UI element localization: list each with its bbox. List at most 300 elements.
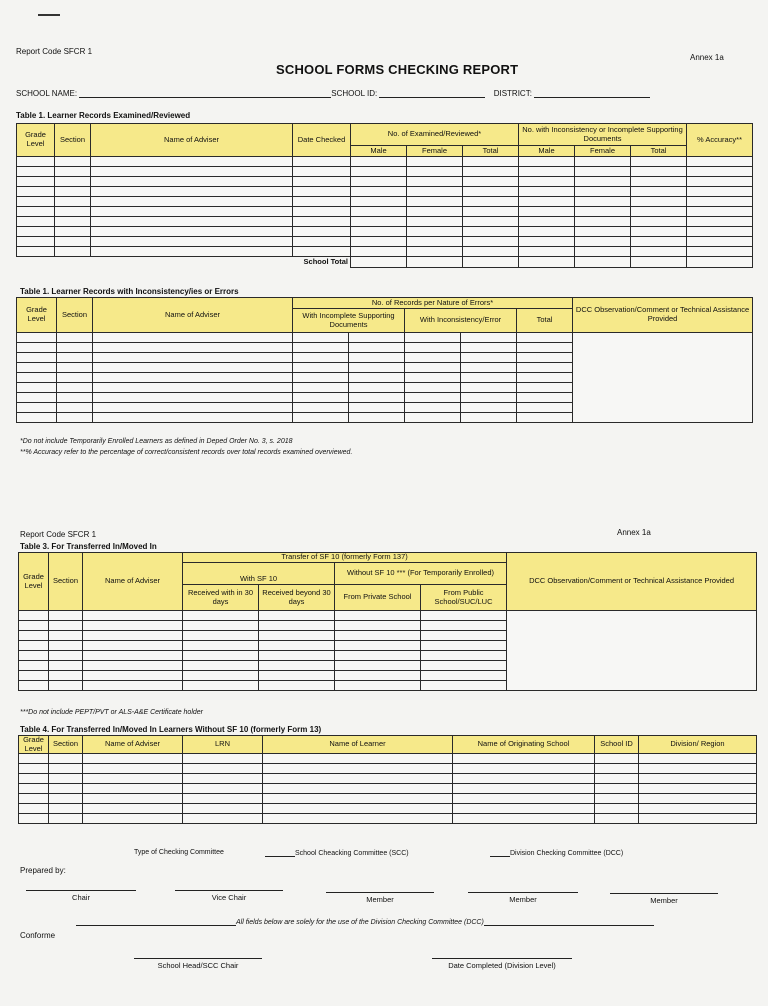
table-cell[interactable] xyxy=(639,764,757,774)
table-cell[interactable] xyxy=(17,383,57,393)
table-cell[interactable] xyxy=(639,774,757,784)
school-id-field[interactable] xyxy=(379,88,485,98)
vice-chair-signature[interactable]: Vice Chair xyxy=(175,890,283,902)
table-cell[interactable] xyxy=(453,794,595,804)
table-cell[interactable] xyxy=(19,631,49,641)
dcc-checkbox-line[interactable] xyxy=(490,849,510,857)
table-cell[interactable] xyxy=(183,754,263,764)
table-cell[interactable] xyxy=(687,227,753,237)
table-cell[interactable] xyxy=(293,373,349,383)
table-cell[interactable] xyxy=(463,167,519,177)
table-cell[interactable] xyxy=(351,207,407,217)
table-cell[interactable] xyxy=(421,661,507,671)
table-cell[interactable] xyxy=(293,187,351,197)
table-cell[interactable] xyxy=(263,774,453,784)
table-cell[interactable] xyxy=(351,167,407,177)
table-cell[interactable] xyxy=(575,157,631,167)
table-cell[interactable] xyxy=(55,187,91,197)
table-cell[interactable] xyxy=(687,207,753,217)
table-cell[interactable] xyxy=(595,804,639,814)
table-cell[interactable] xyxy=(351,227,407,237)
table-cell[interactable] xyxy=(453,764,595,774)
table-cell[interactable] xyxy=(17,363,57,373)
table-cell[interactable] xyxy=(49,784,83,794)
table-cell[interactable] xyxy=(453,814,595,824)
table-cell[interactable] xyxy=(83,784,183,794)
table-cell[interactable] xyxy=(17,343,57,353)
table-cell[interactable] xyxy=(517,353,573,363)
district-field[interactable] xyxy=(534,88,650,98)
table-cell[interactable] xyxy=(407,227,463,237)
table-cell[interactable] xyxy=(517,413,573,423)
table-cell[interactable] xyxy=(461,333,517,343)
table-cell[interactable] xyxy=(351,237,407,247)
table-cell[interactable] xyxy=(687,247,753,257)
table-cell[interactable] xyxy=(405,393,461,403)
table-cell[interactable] xyxy=(183,621,259,631)
table-cell[interactable] xyxy=(407,217,463,227)
table-cell[interactable] xyxy=(183,814,263,824)
table-cell[interactable] xyxy=(293,237,351,247)
table-cell[interactable] xyxy=(17,373,57,383)
table-cell[interactable] xyxy=(83,641,183,651)
table-cell[interactable] xyxy=(407,187,463,197)
table-cell[interactable] xyxy=(407,207,463,217)
table-cell[interactable] xyxy=(639,804,757,814)
table-cell[interactable] xyxy=(407,167,463,177)
table-cell[interactable] xyxy=(631,167,687,177)
table-cell[interactable] xyxy=(19,621,49,631)
table-cell[interactable] xyxy=(631,207,687,217)
table-cell[interactable] xyxy=(631,217,687,227)
table-cell[interactable] xyxy=(183,661,259,671)
table-cell[interactable] xyxy=(83,774,183,784)
table-cell[interactable] xyxy=(351,257,407,268)
table-cell[interactable] xyxy=(55,177,91,187)
table-cell[interactable] xyxy=(293,343,349,353)
table-cell[interactable] xyxy=(519,237,575,247)
table-cell[interactable] xyxy=(19,784,49,794)
table-cell[interactable] xyxy=(335,621,421,631)
table-cell[interactable] xyxy=(19,681,49,691)
table-cell[interactable] xyxy=(49,814,83,824)
table-cell[interactable] xyxy=(55,157,91,167)
table-cell[interactable] xyxy=(463,227,519,237)
table-cell[interactable] xyxy=(639,754,757,764)
table-cell[interactable] xyxy=(19,794,49,804)
table-cell[interactable] xyxy=(57,403,93,413)
table-cell[interactable] xyxy=(91,207,293,217)
table-cell[interactable] xyxy=(293,403,349,413)
table-cell[interactable] xyxy=(687,217,753,227)
table-cell[interactable] xyxy=(421,681,507,691)
table-cell[interactable] xyxy=(575,167,631,177)
table-cell[interactable] xyxy=(421,631,507,641)
table-cell[interactable] xyxy=(461,413,517,423)
table-cell[interactable] xyxy=(407,157,463,167)
table-cell[interactable] xyxy=(631,227,687,237)
table-cell[interactable] xyxy=(293,383,349,393)
table-cell[interactable] xyxy=(335,651,421,661)
table-cell[interactable] xyxy=(183,641,259,651)
table-cell[interactable] xyxy=(19,754,49,764)
table-cell[interactable] xyxy=(19,671,49,681)
table-cell[interactable] xyxy=(19,764,49,774)
table-cell[interactable] xyxy=(83,814,183,824)
table-cell[interactable] xyxy=(17,217,55,227)
table-cell[interactable] xyxy=(335,641,421,651)
table-cell[interactable] xyxy=(83,631,183,641)
table-cell[interactable] xyxy=(631,197,687,207)
table-cell[interactable] xyxy=(183,804,263,814)
table-cell[interactable] xyxy=(183,651,259,661)
table-cell[interactable] xyxy=(17,413,57,423)
table-cell[interactable] xyxy=(517,403,573,413)
table-cell[interactable] xyxy=(463,247,519,257)
table-cell[interactable] xyxy=(91,227,293,237)
table-cell[interactable] xyxy=(687,237,753,247)
table-cell[interactable] xyxy=(259,651,335,661)
table-cell[interactable] xyxy=(293,413,349,423)
table-cell[interactable] xyxy=(55,227,91,237)
table-cell[interactable] xyxy=(463,187,519,197)
table-cell[interactable] xyxy=(517,373,573,383)
table-cell[interactable] xyxy=(57,363,93,373)
table-cell[interactable] xyxy=(687,197,753,207)
table-cell[interactable] xyxy=(519,217,575,227)
table-cell[interactable] xyxy=(17,353,57,363)
table-cell[interactable] xyxy=(421,651,507,661)
table-cell[interactable] xyxy=(595,754,639,764)
table-cell[interactable] xyxy=(575,207,631,217)
table-cell[interactable] xyxy=(259,621,335,631)
member-signature-3[interactable]: Member xyxy=(610,893,718,905)
table-cell[interactable] xyxy=(293,363,349,373)
table-cell[interactable] xyxy=(91,217,293,227)
table-cell[interactable] xyxy=(91,237,293,247)
table-cell[interactable] xyxy=(687,157,753,167)
table-cell[interactable] xyxy=(19,774,49,784)
school-head-signature[interactable]: School Head/SCC Chair xyxy=(134,958,262,970)
table-cell[interactable] xyxy=(259,611,335,621)
table-cell[interactable] xyxy=(83,611,183,621)
table-cell[interactable] xyxy=(519,227,575,237)
table-cell[interactable] xyxy=(49,764,83,774)
table-cell[interactable] xyxy=(639,794,757,804)
table-cell[interactable] xyxy=(349,343,405,353)
table-cell[interactable] xyxy=(17,167,55,177)
table-cell[interactable] xyxy=(519,157,575,167)
table-cell[interactable] xyxy=(349,333,405,343)
scc-option[interactable]: School Cheacking Committee (SCC) xyxy=(265,849,409,857)
table-cell[interactable] xyxy=(407,177,463,187)
table-cell[interactable] xyxy=(407,247,463,257)
table-cell[interactable] xyxy=(83,651,183,661)
table-cell[interactable] xyxy=(575,197,631,207)
table-cell[interactable] xyxy=(461,403,517,413)
table-cell[interactable] xyxy=(461,353,517,363)
table-cell[interactable] xyxy=(49,641,83,651)
table-cell[interactable] xyxy=(687,257,753,268)
table-cell[interactable] xyxy=(519,167,575,177)
table-cell[interactable] xyxy=(91,157,293,167)
table-cell[interactable] xyxy=(421,671,507,681)
table-cell[interactable] xyxy=(461,393,517,403)
table-cell[interactable] xyxy=(57,333,93,343)
table-cell[interactable] xyxy=(463,217,519,227)
table-cell[interactable] xyxy=(461,373,517,383)
table-cell[interactable] xyxy=(517,333,573,343)
table-cell[interactable] xyxy=(83,754,183,764)
table-cell[interactable] xyxy=(93,413,293,423)
dcc-observation-cell[interactable] xyxy=(573,333,753,423)
table-cell[interactable] xyxy=(49,754,83,764)
table-cell[interactable] xyxy=(293,197,351,207)
table-cell[interactable] xyxy=(463,177,519,187)
table-cell[interactable] xyxy=(517,363,573,373)
dcc-option[interactable]: Division Checking Committee (DCC) xyxy=(490,849,623,857)
table-cell[interactable] xyxy=(405,383,461,393)
table-cell[interactable] xyxy=(263,764,453,774)
table-cell[interactable] xyxy=(263,794,453,804)
table-cell[interactable] xyxy=(335,661,421,671)
table-cell[interactable] xyxy=(17,157,55,167)
table-cell[interactable] xyxy=(91,167,293,177)
table-cell[interactable] xyxy=(17,177,55,187)
table-cell[interactable] xyxy=(349,373,405,383)
table-cell[interactable] xyxy=(57,383,93,393)
table-cell[interactable] xyxy=(19,651,49,661)
table-cell[interactable] xyxy=(293,247,351,257)
table-cell[interactable] xyxy=(453,804,595,814)
table-cell[interactable] xyxy=(575,217,631,227)
table-cell[interactable] xyxy=(55,247,91,257)
table-cell[interactable] xyxy=(335,631,421,641)
table-cell[interactable] xyxy=(575,187,631,197)
table-cell[interactable] xyxy=(49,681,83,691)
table-cell[interactable] xyxy=(631,257,687,268)
table-cell[interactable] xyxy=(405,363,461,373)
table-cell[interactable] xyxy=(519,247,575,257)
table-cell[interactable] xyxy=(93,403,293,413)
table-cell[interactable] xyxy=(639,784,757,794)
table-cell[interactable] xyxy=(183,784,263,794)
table-cell[interactable] xyxy=(91,197,293,207)
table-cell[interactable] xyxy=(407,237,463,247)
table-cell[interactable] xyxy=(49,794,83,804)
table-cell[interactable] xyxy=(631,177,687,187)
table-cell[interactable] xyxy=(293,333,349,343)
table-cell[interactable] xyxy=(349,353,405,363)
table-cell[interactable] xyxy=(631,247,687,257)
table-cell[interactable] xyxy=(631,237,687,247)
table-cell[interactable] xyxy=(183,794,263,804)
table-cell[interactable] xyxy=(463,207,519,217)
table-cell[interactable] xyxy=(259,681,335,691)
table-cell[interactable] xyxy=(183,774,263,784)
chair-signature[interactable]: Chair xyxy=(26,890,136,902)
table-cell[interactable] xyxy=(463,157,519,167)
table-cell[interactable] xyxy=(407,197,463,207)
table-cell[interactable] xyxy=(49,631,83,641)
table-cell[interactable] xyxy=(349,383,405,393)
table-cell[interactable] xyxy=(263,804,453,814)
table-cell[interactable] xyxy=(349,413,405,423)
table-cell[interactable] xyxy=(49,671,83,681)
table-cell[interactable] xyxy=(17,247,55,257)
table-cell[interactable] xyxy=(405,353,461,363)
table-cell[interactable] xyxy=(93,363,293,373)
table-cell[interactable] xyxy=(19,804,49,814)
dcc-observation-cell[interactable] xyxy=(507,611,757,691)
table-cell[interactable] xyxy=(293,157,351,167)
member-signature-2[interactable]: Member xyxy=(468,892,578,904)
table-cell[interactable] xyxy=(49,661,83,671)
table-cell[interactable] xyxy=(335,611,421,621)
table-cell[interactable] xyxy=(519,187,575,197)
table-cell[interactable] xyxy=(687,187,753,197)
table-cell[interactable] xyxy=(49,651,83,661)
table-cell[interactable] xyxy=(57,353,93,363)
table-cell[interactable] xyxy=(83,661,183,671)
table-cell[interactable] xyxy=(49,804,83,814)
table-cell[interactable] xyxy=(183,631,259,641)
table-cell[interactable] xyxy=(517,383,573,393)
table-cell[interactable] xyxy=(93,343,293,353)
table-cell[interactable] xyxy=(463,257,519,268)
table-cell[interactable] xyxy=(453,784,595,794)
member-signature-1[interactable]: Member xyxy=(326,892,434,904)
table-cell[interactable] xyxy=(463,197,519,207)
table-cell[interactable] xyxy=(183,681,259,691)
table-cell[interactable] xyxy=(83,794,183,804)
table-cell[interactable] xyxy=(55,217,91,227)
table-cell[interactable] xyxy=(49,621,83,631)
table-cell[interactable] xyxy=(405,373,461,383)
table-cell[interactable] xyxy=(263,784,453,794)
school-name-field[interactable] xyxy=(79,88,331,98)
table-cell[interactable] xyxy=(421,641,507,651)
table-cell[interactable] xyxy=(57,343,93,353)
table-cell[interactable] xyxy=(19,611,49,621)
table-cell[interactable] xyxy=(259,631,335,641)
table-cell[interactable] xyxy=(17,197,55,207)
table-cell[interactable] xyxy=(595,794,639,804)
table-cell[interactable] xyxy=(575,247,631,257)
table-cell[interactable] xyxy=(17,187,55,197)
table-cell[interactable] xyxy=(293,177,351,187)
table-cell[interactable] xyxy=(517,343,573,353)
table-cell[interactable] xyxy=(351,177,407,187)
table-cell[interactable] xyxy=(17,403,57,413)
table-cell[interactable] xyxy=(259,641,335,651)
table-cell[interactable] xyxy=(293,393,349,403)
table-cell[interactable] xyxy=(335,671,421,681)
table-cell[interactable] xyxy=(293,217,351,227)
table-cell[interactable] xyxy=(595,774,639,784)
table-cell[interactable] xyxy=(49,774,83,784)
table-cell[interactable] xyxy=(57,393,93,403)
table-cell[interactable] xyxy=(183,611,259,621)
table-cell[interactable] xyxy=(463,237,519,247)
table-cell[interactable] xyxy=(57,373,93,383)
table-cell[interactable] xyxy=(83,804,183,814)
scc-checkbox-line[interactable] xyxy=(265,849,295,857)
table-cell[interactable] xyxy=(93,373,293,383)
table-cell[interactable] xyxy=(453,774,595,784)
table-cell[interactable] xyxy=(351,157,407,167)
table-cell[interactable] xyxy=(93,393,293,403)
table-cell[interactable] xyxy=(335,681,421,691)
table-cell[interactable] xyxy=(83,671,183,681)
table-cell[interactable] xyxy=(405,343,461,353)
table-cell[interactable] xyxy=(259,661,335,671)
table-cell[interactable] xyxy=(93,353,293,363)
table-cell[interactable] xyxy=(519,177,575,187)
table-cell[interactable] xyxy=(293,167,351,177)
table-cell[interactable] xyxy=(349,403,405,413)
table-cell[interactable] xyxy=(293,227,351,237)
table-cell[interactable] xyxy=(19,641,49,651)
table-cell[interactable] xyxy=(83,621,183,631)
table-cell[interactable] xyxy=(263,814,453,824)
table-cell[interactable] xyxy=(91,187,293,197)
table-cell[interactable] xyxy=(17,207,55,217)
table-cell[interactable] xyxy=(517,393,573,403)
table-cell[interactable] xyxy=(351,187,407,197)
table-cell[interactable] xyxy=(183,764,263,774)
table-cell[interactable] xyxy=(421,621,507,631)
table-cell[interactable] xyxy=(49,611,83,621)
table-cell[interactable] xyxy=(19,814,49,824)
table-cell[interactable] xyxy=(575,227,631,237)
table-cell[interactable] xyxy=(407,257,463,268)
table-cell[interactable] xyxy=(83,681,183,691)
table-cell[interactable] xyxy=(351,197,407,207)
table-cell[interactable] xyxy=(687,177,753,187)
table-cell[interactable] xyxy=(519,257,575,268)
table-cell[interactable] xyxy=(17,333,57,343)
table-cell[interactable] xyxy=(461,343,517,353)
table-cell[interactable] xyxy=(405,413,461,423)
table-cell[interactable] xyxy=(575,257,631,268)
table-cell[interactable] xyxy=(461,363,517,373)
table-cell[interactable] xyxy=(259,671,335,681)
table-cell[interactable] xyxy=(293,207,351,217)
table-cell[interactable] xyxy=(183,671,259,681)
table-cell[interactable] xyxy=(93,383,293,393)
table-cell[interactable] xyxy=(55,197,91,207)
table-cell[interactable] xyxy=(91,247,293,257)
table-cell[interactable] xyxy=(575,237,631,247)
date-completed-field[interactable]: Date Completed (Division Level) xyxy=(432,958,572,970)
table-cell[interactable] xyxy=(17,237,55,247)
table-cell[interactable] xyxy=(595,784,639,794)
table-cell[interactable] xyxy=(57,413,93,423)
table-cell[interactable] xyxy=(405,403,461,413)
table-cell[interactable] xyxy=(91,177,293,187)
table-cell[interactable] xyxy=(55,167,91,177)
table-cell[interactable] xyxy=(83,764,183,774)
table-cell[interactable] xyxy=(349,393,405,403)
table-cell[interactable] xyxy=(519,207,575,217)
table-cell[interactable] xyxy=(19,661,49,671)
table-cell[interactable] xyxy=(595,764,639,774)
table-cell[interactable] xyxy=(631,187,687,197)
table-cell[interactable] xyxy=(639,814,757,824)
table-cell[interactable] xyxy=(421,611,507,621)
table-cell[interactable] xyxy=(405,333,461,343)
